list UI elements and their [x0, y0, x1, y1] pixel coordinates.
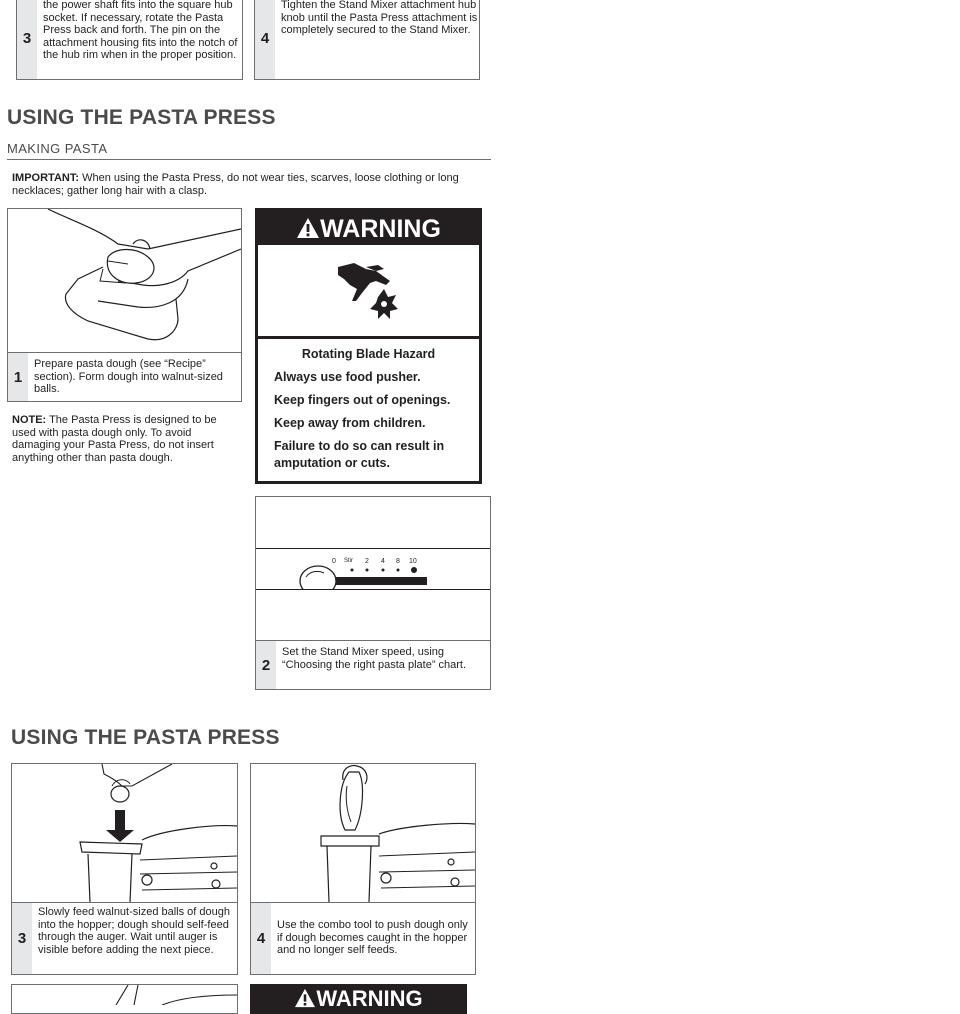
hand-dough-illustration	[8, 209, 241, 351]
warning-text-panel	[258, 339, 479, 481]
warning-box-partial	[250, 984, 467, 1014]
speed-label-4: 4	[381, 558, 385, 565]
step-2-box	[255, 496, 491, 690]
step-text: the power shaft fits into the square hub socket. If necessary, rotate the Pasta Press back and forth. The pin on the attachment housing fits into the notch of the hub rim when in the proper position.	[43, 0, 238, 61]
step-text: Tighten the Stand Mixer attachment hub knob until the Pasta Press attachment is completely secured to the Stand Mixer.	[281, 0, 478, 36]
combo-tool-illustration	[251, 764, 475, 902]
warning-box	[255, 208, 482, 484]
speed-label-stir: Stir	[344, 558, 353, 564]
step-number: 4	[255, 0, 275, 79]
speed-label-0: 0	[332, 558, 336, 565]
speed-label-8: 8	[396, 558, 400, 565]
section-title: USING THE PASTA PRESS	[7, 106, 276, 129]
partial-illustration	[12, 985, 237, 1005]
warning-line: Always use food pusher.	[274, 370, 421, 384]
step-number: 1	[8, 353, 28, 401]
warning-pictogram-panel	[258, 245, 479, 336]
important-paragraph	[12, 172, 482, 197]
warning-hazard-title: Rotating Blade Hazard	[301, 347, 436, 361]
warning-line: Keep fingers out of openings.	[274, 393, 451, 407]
step-number: 3	[17, 0, 37, 79]
subtitle-rule	[7, 159, 491, 160]
warning-triangle-icon	[296, 217, 320, 239]
speed-control-lever-icon	[256, 549, 492, 589]
warning-line: Keep away from children.	[274, 416, 426, 430]
note-text: The Pasta Press is designed to be used with pasta dough only. To avoid damaging your Pasta Press, do not insert anything other than pasta dough.	[12, 414, 217, 464]
step-1-box	[7, 208, 242, 402]
note-label: NOTE:	[12, 414, 47, 426]
step-number: 4	[251, 903, 271, 974]
step-number: 3	[12, 903, 32, 974]
section-subtitle: MAKING PASTA	[7, 141, 108, 156]
warning-title: WARNING	[320, 215, 441, 243]
step-text: Set the Stand Mixer speed, using “Choosing the right pasta plate” chart.	[282, 646, 467, 671]
warning-header	[255, 210, 482, 248]
step-5-box-partial	[11, 984, 238, 1014]
important-text: When using the Pasta Press, do not wear ties, scarves, loose clothing or long necklaces; gather long hair with a clasp.	[12, 172, 459, 197]
step-number: 2	[256, 641, 276, 689]
step-text: Use the combo tool to push dough only if dough becomes caught in the hopper and no longer self feeds.	[277, 919, 468, 956]
feeding-dough-illustration	[12, 764, 237, 902]
warning-title: WARNING	[316, 986, 423, 1011]
section-title: USING THE PASTA PRESS	[11, 726, 280, 749]
top-step-3-box	[16, 0, 243, 80]
warning-line: amputation or cuts.	[274, 456, 390, 470]
step-4-box	[250, 763, 476, 975]
hand-blade-pictogram-icon	[258, 245, 479, 336]
important-label: IMPORTANT:	[12, 172, 80, 184]
top-step-4-box	[254, 0, 480, 80]
warning-header	[250, 986, 467, 1012]
step-3-box	[11, 763, 238, 975]
step-text: Slowly feed walnut-sized balls of dough into the hopper; dough should self-feed through the auger. Wait until auger is visible before adding the next piece.	[38, 906, 231, 956]
step-text: Prepare pasta dough (see “Recipe” section). Form dough into walnut-sized balls.	[34, 358, 223, 395]
note-paragraph	[12, 414, 240, 464]
mixer-body-line-bottom	[256, 589, 490, 590]
warning-triangle-icon	[294, 988, 316, 1008]
warning-line: Failure to do so can result in	[274, 439, 445, 453]
speed-label-2: 2	[365, 558, 369, 565]
speed-label-10: 10	[409, 558, 417, 565]
